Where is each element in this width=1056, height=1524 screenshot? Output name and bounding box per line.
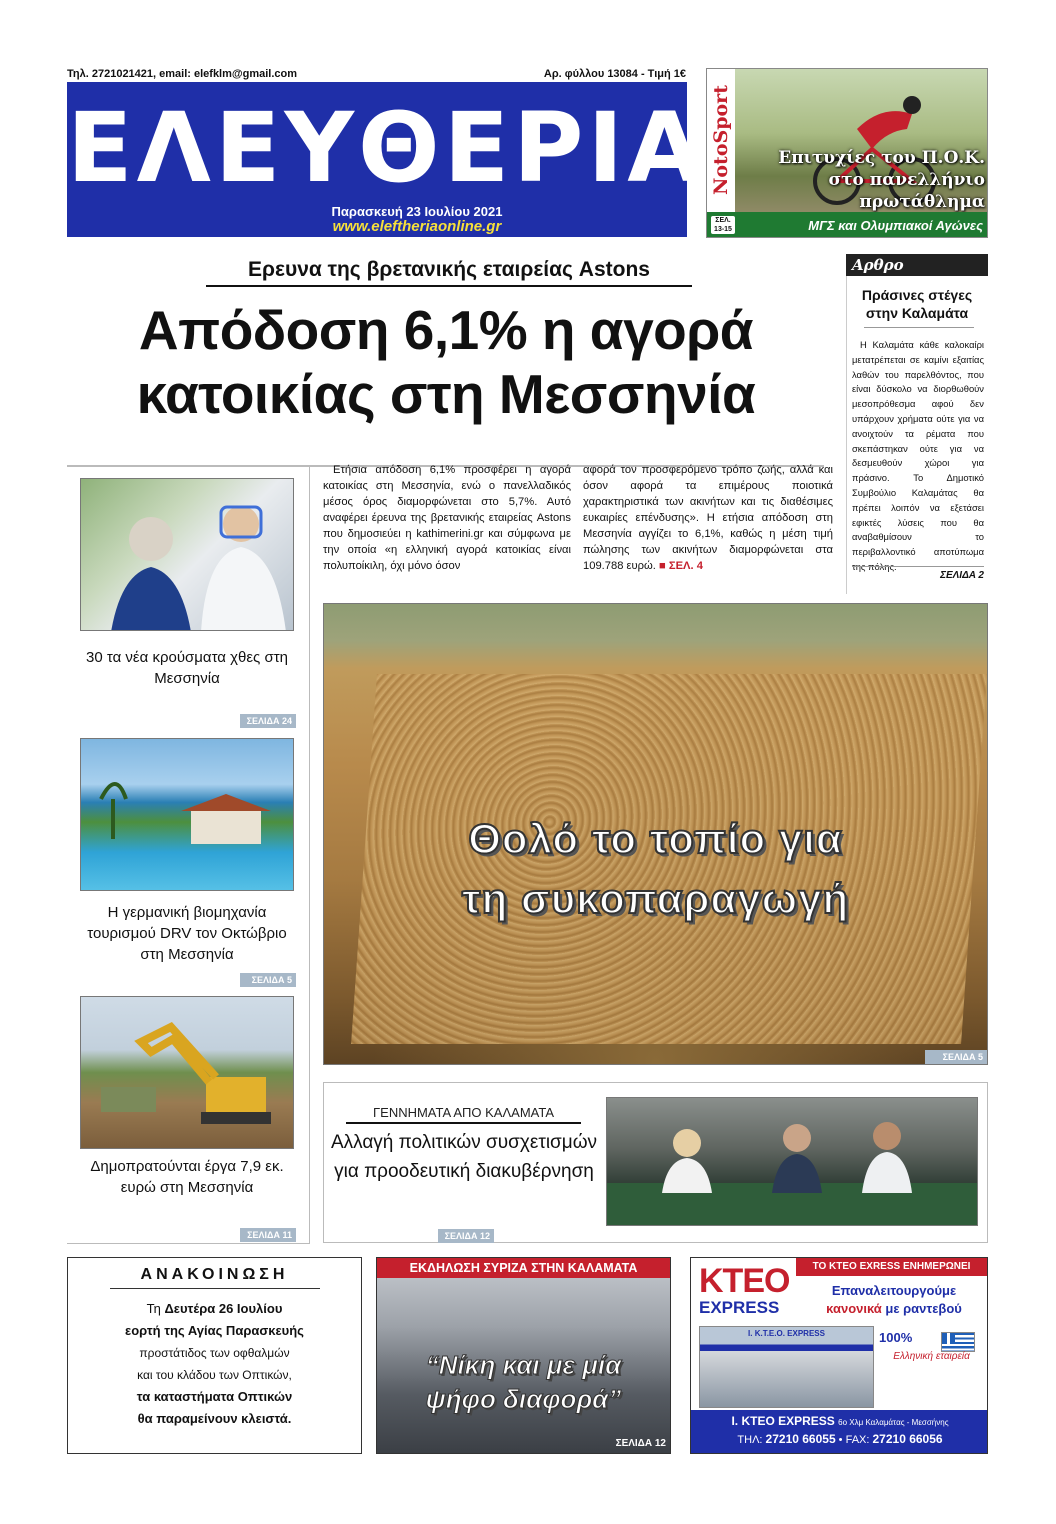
kteo-logo-sub: EXPRESS xyxy=(699,1298,780,1317)
covid-test-photo[interactable] xyxy=(80,478,294,631)
divider xyxy=(110,1288,320,1289)
kteo-slogan-line1: Επαναλειτουργούμε xyxy=(831,1283,957,1298)
fig-drying-photo[interactable] xyxy=(323,603,988,1065)
announcement-line6: θα παραμείνουν κλειστά. xyxy=(137,1411,292,1426)
newspaper-title: ΕΛΕΥΘΕΡΙΑ xyxy=(67,92,706,204)
kteo-footer-name: Ι. ΚΤΕΟ EXPRESS 6ο Χλμ Καλαμάτας - Μεσσήνης xyxy=(731,1414,949,1428)
story-caption[interactable]: 30 τα νέα κρούσματα χθες στη Μεσσηνία xyxy=(86,649,288,687)
contact-line: Τηλ. 2721021421, email: elefklm@gmail.com xyxy=(67,68,298,80)
syriza-quote-line2: ψήφο διαφορά” xyxy=(425,1384,622,1414)
announcement-date: Δευτέρα 26 Ιουλίου xyxy=(164,1301,283,1316)
story-caption[interactable]: Δημοπρατούνται έργα 7,9 εκ. ευρώ στη Μεσσηνία xyxy=(90,1158,284,1196)
issue-info: Αρ. φύλλου 13084 - Τιμή 1€ xyxy=(543,68,686,80)
lead-headline-line2: κατοικίας στη Μεσσηνία xyxy=(136,363,756,425)
kteo-fax: 27210 66056 xyxy=(872,1432,943,1446)
kteo-footer-address: 6ο Χλμ Καλαμάτας - Μεσσήνης xyxy=(838,1418,949,1427)
page-ref[interactable]: ΣΕΛΙΔΑ 11 xyxy=(240,1228,296,1242)
notosport-subline: ΜΓΣ και Ολυμπιακοί Αγώνες xyxy=(808,218,983,233)
divider xyxy=(864,327,974,328)
announcement-line2: εορτή της Αγίας Παρασκευής xyxy=(125,1323,304,1338)
story-caption[interactable]: Η γερμανική βιομηχανία τουρισμού DRV τον Οκτώβριο στη Μεσσηνία xyxy=(87,904,287,963)
lead-kicker: Ερευνα της βρετανικής εταιρείας Astons xyxy=(206,258,692,287)
resort-illustration xyxy=(81,739,294,891)
kteo-bar: ΤΟ ΚΤΕΟ EXRESS ΕΝΗΜΕΡΩΝΕΙ xyxy=(796,1258,987,1276)
syriza-quote-line1: “Νίκη και με μία xyxy=(425,1350,622,1380)
lead-column-2-text: αφορά τον προσφερόμενο τρόπο ζωής, αλλά και όσον αφορά τα επιμέρους ποιοτικά χαρακτηριστικά των ακινήτων και τις διαθέσιμες ευκαιρίες επένδυσης». Η ετήσια απόδοση στη Μεσσηνία αγγίζει το 6,1%, καθώς η μέση τιμή πώλησης των ακινήτων διαμορφώνεται στα 109.788 ευρώ. xyxy=(583,464,833,572)
syriza-event-promo[interactable] xyxy=(376,1257,671,1454)
kteo-slogan-bold: κανονικά xyxy=(826,1301,882,1316)
resort-photo[interactable] xyxy=(80,738,294,891)
kteo-slogan-rest: με ραντεβού xyxy=(881,1301,962,1316)
syriza-bar: ΕΚΔΗΛΩΣΗ ΣΥΡΙΖΑ ΣΤΗΝ ΚΑΛΑΜΑΤΑ xyxy=(377,1258,670,1278)
page-ref[interactable]: ΣΕΛΙΔΑ 12 xyxy=(615,1438,666,1449)
kteo-tel-label: ΤΗΛ: xyxy=(737,1434,766,1446)
divider xyxy=(852,566,984,567)
page-ref[interactable]: ΣΕΛΙΔΑ 5 xyxy=(240,973,296,987)
page-ref[interactable]: ΣΕΛΙΔΑ 24 xyxy=(240,714,296,728)
arthro-page-ref[interactable]: ΣΕΛΙΔΑ 2 xyxy=(940,570,984,581)
announcement-text xyxy=(67,1298,362,1430)
kteo-footer xyxy=(691,1410,987,1454)
announcement-line1-pre: Τη xyxy=(146,1301,165,1316)
syriza-quote xyxy=(377,1348,670,1416)
notosport-promo[interactable] xyxy=(706,68,988,238)
page-ref[interactable]: ΣΕΛΙΔΑ 5 xyxy=(925,1050,987,1064)
kteo-percent: 100% xyxy=(879,1330,913,1345)
masthead xyxy=(67,82,706,237)
notosport-headline: Επιτυχίες του Π.Ο.Κ. στο πανελλήνιο πρωτάθλημα xyxy=(778,148,985,212)
kteo-advert[interactable] xyxy=(690,1257,988,1454)
kteo-slogan xyxy=(801,1282,987,1318)
arthro-tag: Αρθρο xyxy=(846,254,988,276)
notosport-logo: NotoSport xyxy=(707,69,735,212)
kteo-fax-label: • FAX: xyxy=(835,1434,873,1446)
press-conference-illustration xyxy=(607,1098,978,1226)
announcement-title: ΑΝΑΚΟΙΝΩΣΗ xyxy=(140,1266,289,1283)
excavator-photo[interactable] xyxy=(80,996,294,1149)
lead-headline[interactable] xyxy=(67,298,825,426)
excavator-illustration xyxy=(81,997,294,1149)
kteo-sign: Ι. Κ.Τ.Ε.Ο. EXPRESS xyxy=(748,1329,825,1338)
kteo-tel[interactable]: 27210 66055 xyxy=(765,1432,836,1446)
kteo-logo: ΚΤΕΟ xyxy=(699,1262,790,1300)
main-headline xyxy=(324,809,987,929)
announcement-line4: και του κλάδου των Οπτικών, xyxy=(137,1368,292,1382)
gennimata-headline[interactable]: Αλλαγή πολιτικών συσχετισμών για προοδευτική διακυβέρνηση xyxy=(330,1132,598,1182)
arthro-text: Η Καλαμάτα κάθε καλοκαίρι μετατρέπεται σε καμίνι εξαιτίας λαθών του παρελθόντος, που είναι δύσκολο να διορθωθούν μεσοπρόθεσμα αφού δεν υπάρχουν χρήματα ούτε για να ανοιχτούν τα ρέματα που σκεπάστηκαν ούτε για να δεσμευθούν χώροι για πράσινο. Το Δημοτικό Συμβούλιο Καλαμάτας θα πρέπει λοιπόν να εξετάσει εφικτές λύσεις που θα αναβαθμίσουν το περιβαλλοντικό αποτύπωμα xyxy=(852,339,984,558)
gennimata-kicker: ΓΕΝΝΗΜΑΤΑ ΑΠΟ ΚΑΛΑΜΑΤΑ xyxy=(346,1105,581,1124)
main-headline-line1: Θολό το τοπίο για xyxy=(468,815,843,862)
arthro-title[interactable]: Πράσινες στέγες στην Καλαμάτα xyxy=(861,287,973,321)
website-link[interactable]: www.eleftheriaonline.gr xyxy=(332,218,502,235)
issue-date: Παρασκευή 23 Ιουλίου 2021 xyxy=(331,204,503,219)
greek-flag-icon xyxy=(941,1332,975,1352)
covid-test-illustration xyxy=(81,479,294,631)
announcement-line3: προστάτιδος των οφθαλμών xyxy=(139,1346,290,1360)
page-ref[interactable]: ΣΕΛΙΔΑ 12 xyxy=(438,1229,494,1243)
lead-headline-line1: Απόδοση 6,1% η αγορά xyxy=(138,299,754,361)
lead-page-ref[interactable]: ■ ΣΕΛ. 4 xyxy=(658,560,703,572)
lead-column-1: Ετήσια απόδοση 6,1% προσφέρει η αγορά κατοικίας στη Μεσσηνία, ενώ ο πανελλαδικός μέσος όρος διαμορφώνεται στο 5,7%. Αυτό αναφέρει έρευνα της βρετανικής εταιρείας Astons που δημοσιεύει η kathimerini.gr και σύμφωνα με την οποία «η ελληνική αγορά κατοικίας είναι πολυποίκιλη, όχι μόνο όσον xyxy=(323,464,571,572)
kteo-percent-text: Ελληνική εταιρεία xyxy=(893,1351,970,1362)
notosport-pages: ΣΕΛ. 13-15 xyxy=(711,216,735,234)
main-headline-line2: τη συκοπαραγωγή xyxy=(461,875,850,922)
announcement-line5: τα καταστήματα Οπτικών xyxy=(136,1389,293,1404)
kteo-footer-contacts xyxy=(695,1432,985,1446)
kteo-building-photo xyxy=(699,1326,874,1408)
lead-column-2 xyxy=(583,462,833,574)
press-conference-photo[interactable] xyxy=(606,1097,978,1226)
